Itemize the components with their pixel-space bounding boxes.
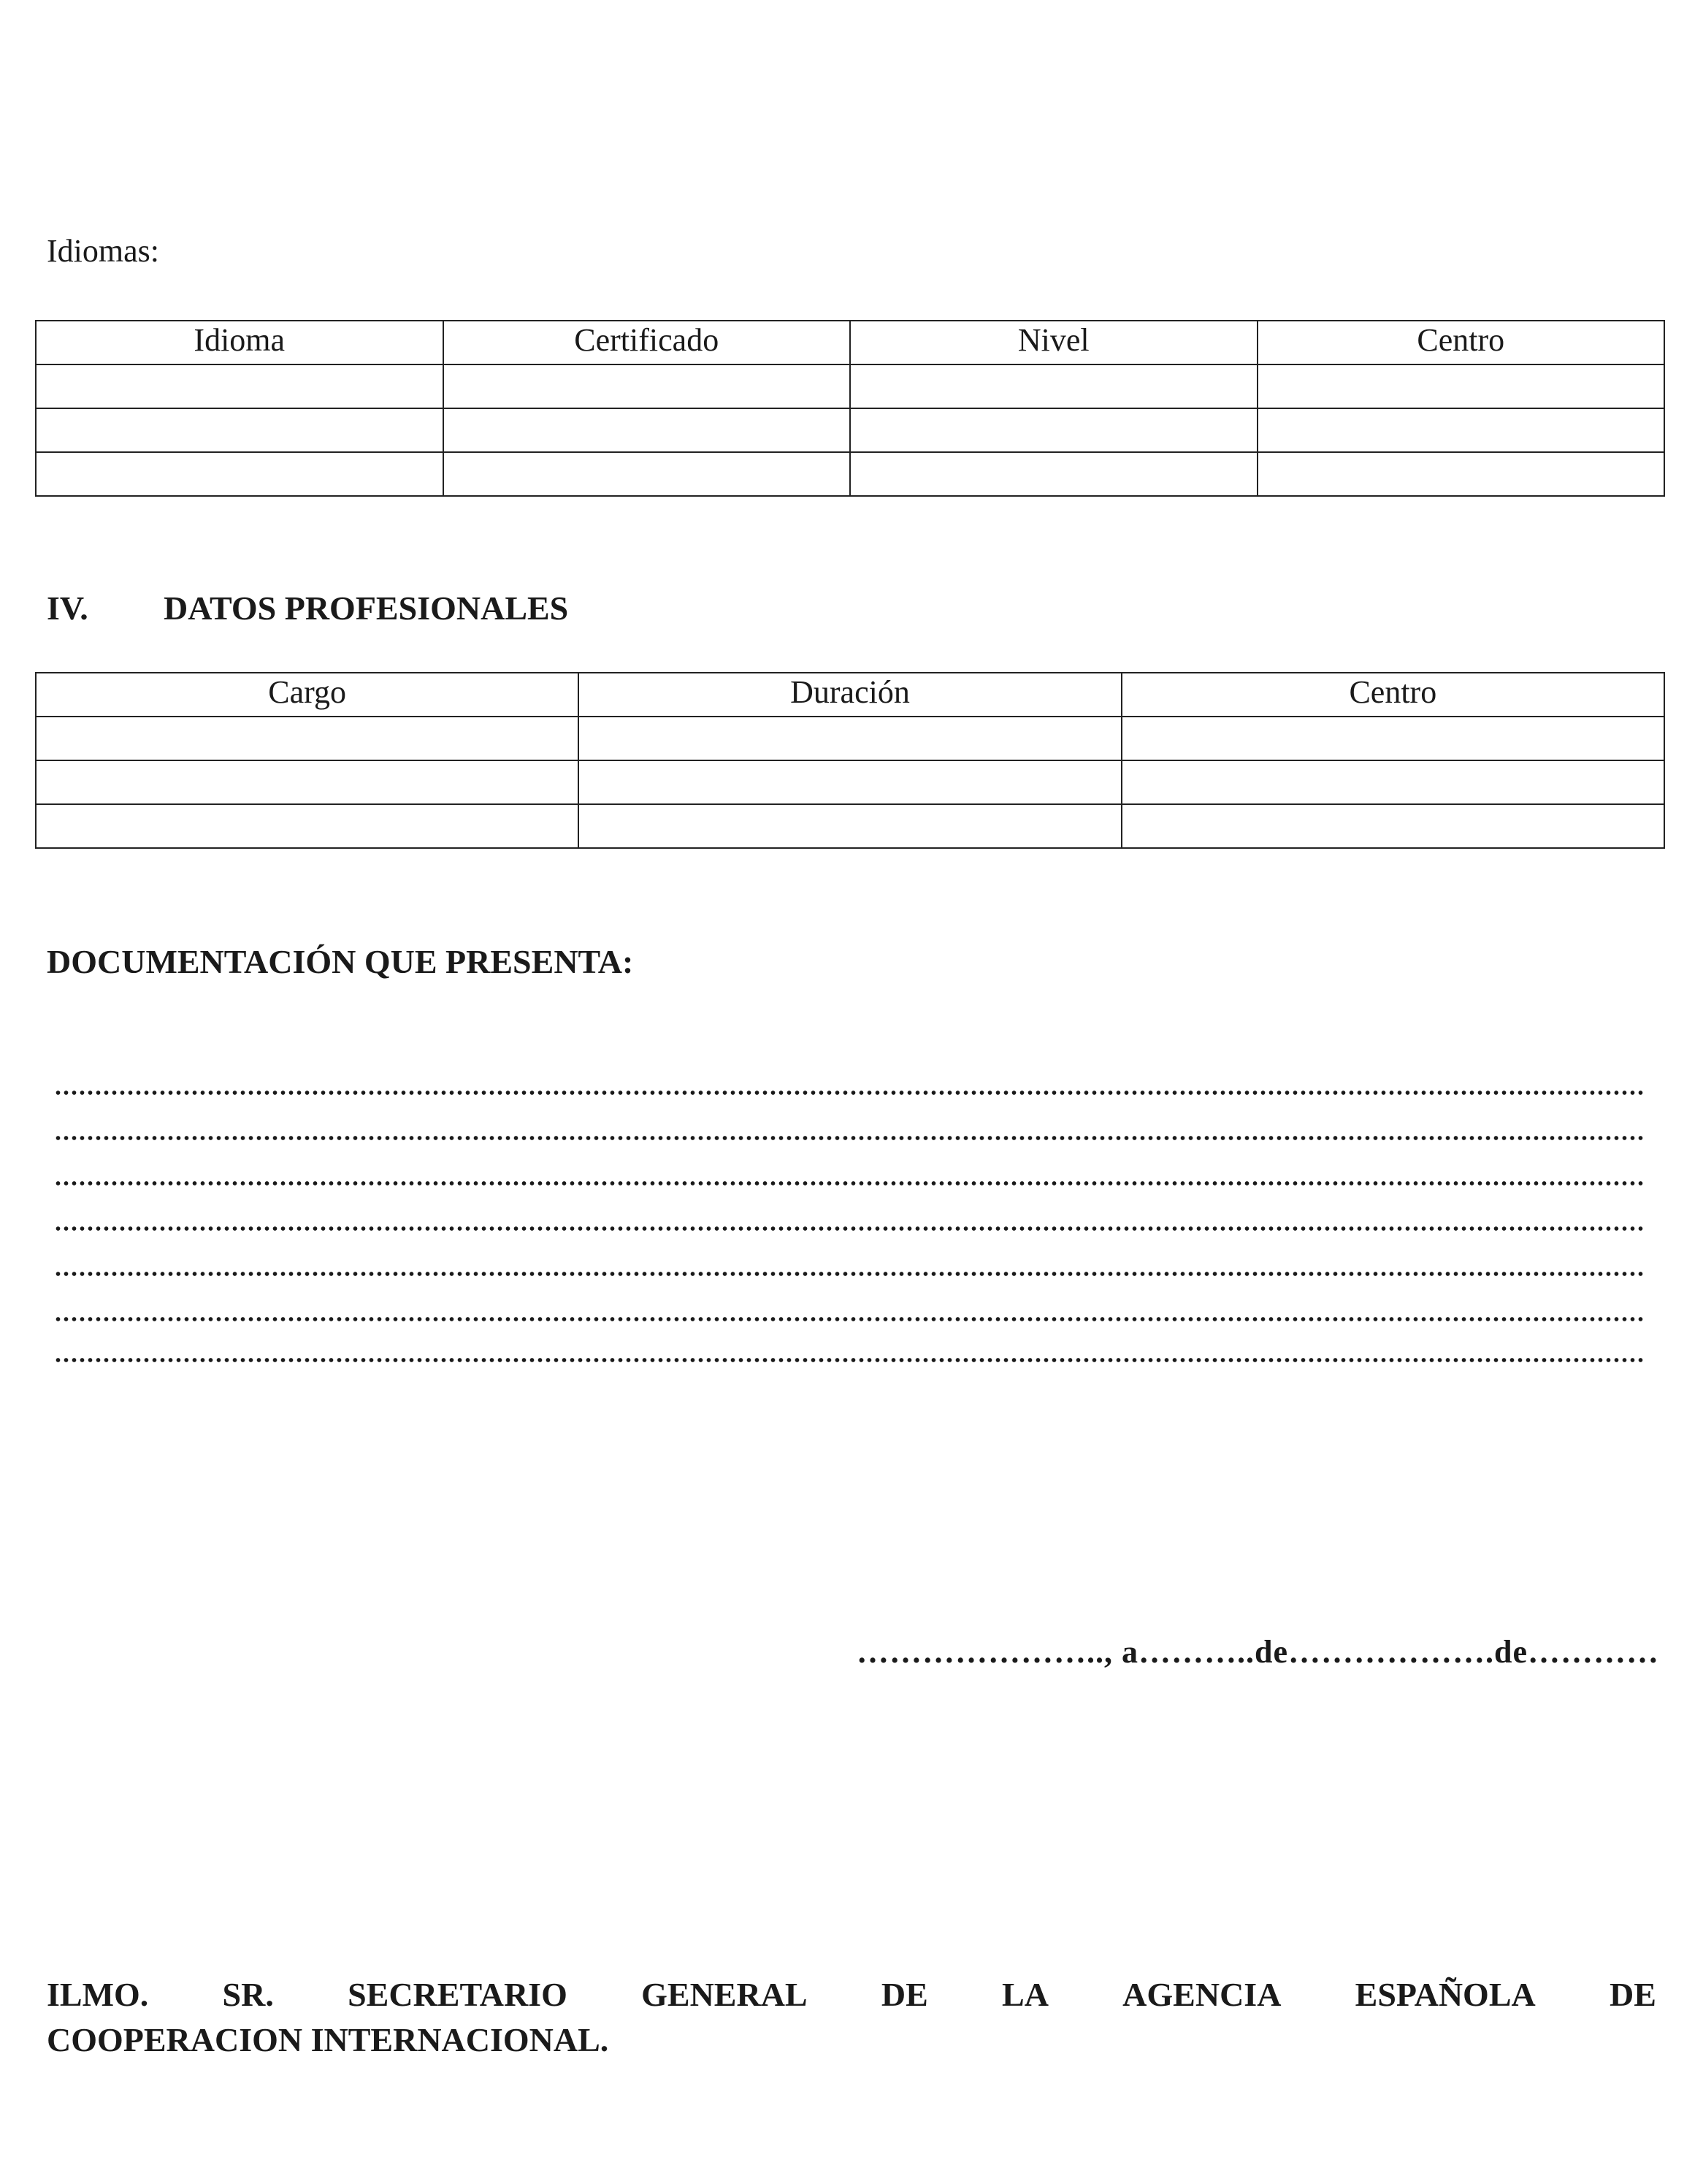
documentacion-heading: DOCUMENTACIÓN QUE PRESENTA: [47, 943, 634, 980]
table-cell[interactable] [1122, 717, 1664, 760]
table-cell[interactable] [36, 717, 578, 760]
table-row [36, 364, 1664, 408]
addressee-word: AGENCIA [1122, 1976, 1282, 2013]
column-header-centro: Centro [1258, 321, 1665, 364]
table-cell[interactable] [36, 364, 443, 408]
dotted-fill-line[interactable] [54, 1358, 1646, 1362]
table-cell[interactable] [578, 804, 1121, 848]
addressee-word: DE [881, 1976, 928, 2013]
table-cell[interactable] [36, 804, 578, 848]
addressee-word: DE [1610, 1976, 1656, 2013]
table-cell[interactable] [36, 452, 443, 496]
table-row [36, 804, 1664, 848]
dotted-fill-line[interactable] [54, 1272, 1646, 1276]
table-cell[interactable] [36, 408, 443, 452]
dotted-fill-line[interactable] [54, 1226, 1646, 1231]
dotted-fill-line[interactable] [54, 1181, 1646, 1185]
column-header-idioma: Idioma [36, 321, 443, 364]
table-cell[interactable] [1258, 364, 1665, 408]
table-cell[interactable] [1122, 760, 1664, 804]
column-header-centro: Centro [1122, 673, 1664, 717]
column-header-cargo: Cargo [36, 673, 578, 717]
addressee-word: SR. [222, 1976, 274, 2013]
place-date-line[interactable]: ………………….., a………..de……………….de………… [857, 1634, 1659, 1670]
table-row [36, 760, 1664, 804]
section-number: IV. [47, 589, 88, 627]
column-header-nivel: Nivel [850, 321, 1258, 364]
table-cell[interactable] [850, 452, 1258, 496]
addressee-line-2: COOPERACION INTERNACIONAL. [47, 2021, 609, 2058]
table-cell[interactable] [578, 717, 1121, 760]
column-header-duracion: Duración [578, 673, 1121, 717]
dotted-fill-line[interactable] [54, 1317, 1646, 1321]
table-cell[interactable] [1258, 408, 1665, 452]
dotted-fill-line[interactable] [54, 1136, 1646, 1140]
table-cell[interactable] [1258, 452, 1665, 496]
addressee-line-1 [47, 1972, 1656, 2017]
idiomas-label: Idiomas: [47, 233, 159, 269]
table-cell[interactable] [850, 364, 1258, 408]
table-header-row [36, 321, 1664, 364]
table-cell[interactable] [36, 760, 578, 804]
idiomas-table [35, 320, 1665, 497]
addressee-block [47, 1972, 1656, 2063]
table-cell[interactable] [443, 364, 851, 408]
table-row [36, 717, 1664, 760]
table-cell[interactable] [850, 408, 1258, 452]
dotted-fill-line[interactable] [54, 1091, 1646, 1095]
datos-profesionales-table [35, 672, 1665, 849]
addressee-word: GENERAL [641, 1976, 808, 2013]
table-cell[interactable] [443, 452, 851, 496]
column-header-certificado: Certificado [443, 321, 851, 364]
addressee-word: ESPAÑOLA [1355, 1976, 1536, 2013]
table-row [36, 452, 1664, 496]
addressee-word: ILMO. [47, 1976, 149, 2013]
table-row [36, 408, 1664, 452]
table-cell[interactable] [443, 408, 851, 452]
table-cell[interactable] [1122, 804, 1664, 848]
table-cell[interactable] [578, 760, 1121, 804]
table-header-row [36, 673, 1664, 717]
addressee-word: LA [1002, 1976, 1049, 2013]
addressee-word: SECRETARIO [348, 1976, 567, 2013]
section-title: DATOS PROFESIONALES [164, 589, 569, 627]
